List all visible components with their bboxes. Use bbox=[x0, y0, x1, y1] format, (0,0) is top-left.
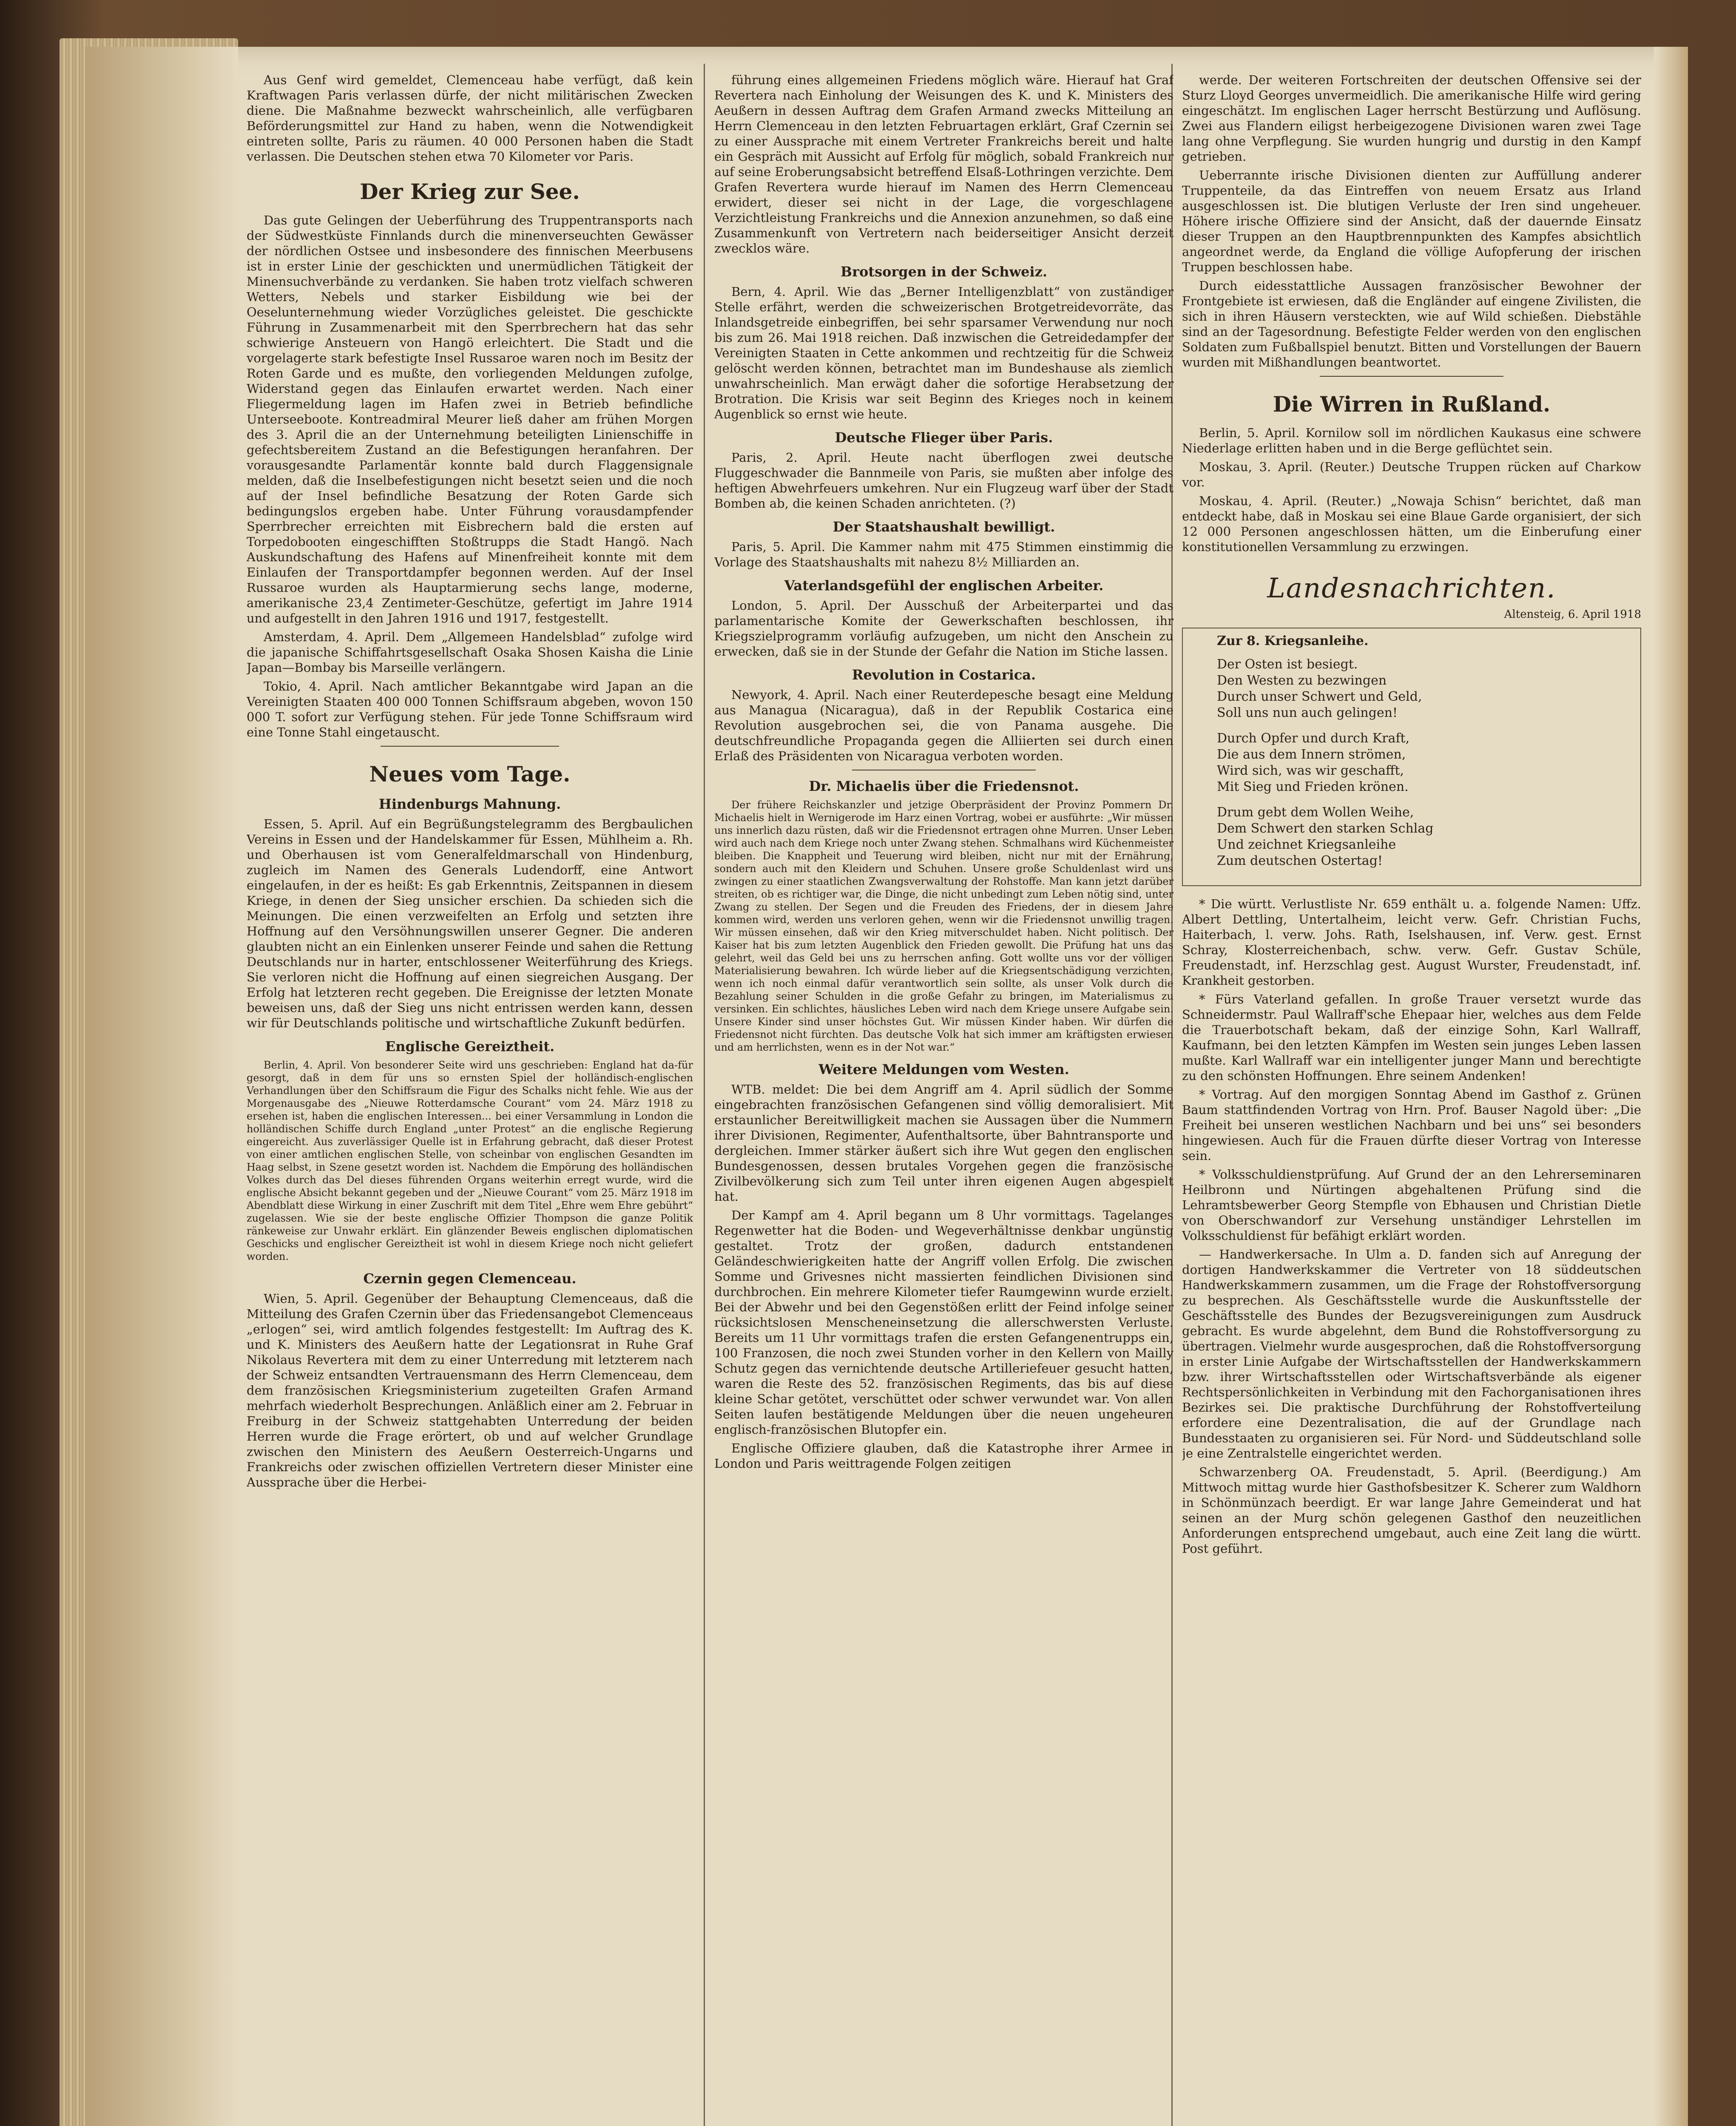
page-gutter bbox=[85, 47, 238, 2126]
article-vortrag: * Vortrag. Auf den morgigen Sonntag Abend im Gasthof z. Grünen Baum stattfindenden Vortrag von Hrn. Prof. Bauser Nagold über: „Die Freiheit bei unseren westlichen Nachbarn und bei uns“ sei besonders hingewiesen. Auch für die Frauen dürfte dieser Vortrag von Interesse sein. bbox=[1182, 1087, 1641, 1163]
article-amsterdam: Amsterdam, 4. April. Dem „Allgemeen Handelsblad“ zufolge wird die japanische Schiffahrtsgesellschaft Osaka Shosen Kaisha die Linie Japan—Bombay bis Marseille verlängern. bbox=[247, 630, 693, 675]
column-3 bbox=[1182, 72, 1641, 2126]
poem-line: Durch unser Schwert und Geld, bbox=[1217, 689, 1422, 704]
article-moskau-3: Moskau, 3. April. (Reuter.) Deutsche Truppen rücken auf Charkow vor. bbox=[1182, 460, 1641, 489]
article-vaterland-gefallen: * Fürs Vaterland gefallen. In große Trauer versetzt wurde das Schneidermstr. Paul Wallraff'sche Ehepaar hier, welches aus dem Felde die Trauerbotschaft bekam, daß der einzige Sohn, Karl Wallraff, Kaufmann, bei den letzten Kämpfen im Westen sein junges Leben lassen mußte. Karl Wallraff war ein intelligenter junger Mann und berechtigte zu den schönsten Hoffnungen. Ehre seinem Andenken! bbox=[1182, 992, 1641, 1083]
article-westen-continued: werde. Der weiteren Fortschreiten der deutschen Offensive sei der Sturz Lloyd Georges unvermeidlich. Die amerikanische Hilfe wird gering eingeschätzt. Im englischen Lager herrscht Bestürzung und Auflösung. Zwei aus Flandern eiligst herbeigezogene Divisionen waren zwei Tage lang ohne Verpflegung. Sie wurden hungrig und durstig in den Kampf getrieben. bbox=[1182, 73, 1641, 164]
poem-kriegsanleihe bbox=[1182, 628, 1641, 886]
article-volksschuldienst: * Volksschuldienstprüfung. Auf Grund der an den Lehrerseminaren Heilbronn und Nürtingen abgehaltenen Prüfung sind die Lehramtsbewerber Georg Stempfle von Ebhausen und Christian Dietle von Oberschwandorf zur Versehung unständiger Lehrstellen im Volksschuldienst für befähigt erklärt worden. bbox=[1182, 1167, 1641, 1243]
headline-costarica: Revolution in Costarica. bbox=[852, 667, 1036, 683]
article-berlin-kornilow: Berlin, 5. April. Kornilow soll im nördlichen Kaukasus eine schwere Niederlage erlitten haben und in die Berge geflüchtet sein. bbox=[1182, 426, 1641, 455]
poem-title: Zur 8. Kriegsanleihe. bbox=[1217, 634, 1369, 648]
divider bbox=[381, 746, 559, 747]
article-offiziere: Englische Offiziere glauben, daß die Katastrophe ihrer Armee in London und Paris weittragende Folgen zeitigen bbox=[714, 1441, 1173, 1471]
article-tokio: Tokio, 4. April. Nach amtlicher Bekanntgabe wird Japan an die Vereinigten Staaten 400 000 Tonnen Schiffsraum abgeben, wovon 150 000 T. sofort zur Verfügung stehen. Für jede Tonne Schiffsraum wird eine Tonne Stahl eingetauscht. bbox=[247, 679, 693, 739]
article-moskau-4: Moskau, 4. April. (Reuter.) „Nowaja Schisn“ berichtet, daß man entdeckt habe, daß in Moskau sei eine Blaue Garde organisiert, der sich 12 000 Personen angeschlossen hätten, um die Einberufung einer konstitutionellen Versammlung zu erzwingen. bbox=[1182, 494, 1641, 554]
headline-vaterlandsgefuehl: Vaterlandsgefühl der englischen Arbeiter. bbox=[784, 577, 1104, 594]
poem-stanza bbox=[1217, 657, 1632, 721]
article-paris-kammer: Paris, 5. April. Die Kammer nahm mit 475 Stimmen einstimmig die Vorlage des Staatshaushalts mit nahezu 8½ Milliarden an. bbox=[714, 540, 1173, 569]
article-wtb: WTB. meldet: Die bei dem Angriff am 4. April südlich der Somme eingebrachten französischen Gefangenen sind völlig demoralisiert. Mit erstaunlicher Bereitwilligkeit machen sie Aussagen über die Nummern ihrer Divisionen, Regimenter, Aufenthaltsorte, über Bahntransporte und dergleichen. Immer stärker äußert sich ihre Wut gegen den englischen Bundesgenossen, dessen brutales Vorgehen gegen die französische Zivilbevölkerung sich zum Teil unter ihren eigenen Augen abgespielt hat. bbox=[714, 1082, 1173, 1204]
article-eidesstattlich: Durch eidesstattliche Aussagen französischer Bewohner der Frontgebiete ist erwiesen, daß die Engländer auf eingene Zivilisten, die sich in ihren Häusern versteckten, wie auf Wild schießen. Diebstähle sind an der Tagesordnung. Befestigte Felder werden von den englischen Soldaten zum Fußballspiel benutzt. Bitten und Vorstellungen der Bauern wurden mit Mißhandlungen beantwortet. bbox=[1182, 279, 1641, 369]
dateline-landes: Altensteig, 6. April 1918 bbox=[1504, 608, 1641, 621]
headline-czernin: Czernin gegen Clemenceau. bbox=[363, 1270, 577, 1287]
headline-michaelis: Dr. Michaelis über die Friedensnot. bbox=[809, 778, 1079, 794]
article-paris: Paris, 2. April. Heute nacht überflogen zwei deutsche Fluggeschwader die Bannmeile von Paris, sie mußten aber infolge des heftigen Abwehrfeuers umkehren. Nur ein Flugzeug warf über der Stadt Bomben ab, die keinen Schaden anrichteten. (?) bbox=[714, 450, 1173, 511]
article-newyork: Newyork, 4. April. Nach einer Reuterdepesche besagt eine Meldung aus Managua (Nicaragua), daß in der Republik Costarica eine Revolution ausgebrochen sei, die von Panama ausgehe. Die deutschfreundliche Propaganda gegen die Alliierten sei durch einen Erlaß des Präsidenten von Nicaragua verboten worden. bbox=[714, 688, 1173, 763]
headline-hindenburg: Hindenburgs Mahnung. bbox=[378, 796, 561, 812]
article-wien: Wien, 5. April. Gegenüber der Behauptung Clemenceaus, daß die Mitteilung des Grafen Czernin über das Friedensangebot Clemenceaus „erlogen“ sei, wird amtlich folgendes festgestellt: Im Auftrag des K. und K. Ministers des Aeußern hatte der Legationsrat in Ruhe Graf Nikolaus Revertera mit dem zu einer Unterredung mit letzterem nach der Schweiz entsandten Vertrauensmann des Herrn Clemenceau, dem dem französischen Kriegsministerium zugeteilten Grafen Armand mehrfach wiederholt Besprechungen. Anläßlich einer am 2. Februar in Freiburg in der Schweiz stattgehabten Unterredung der beiden Herren wurde die Frage erörtert, ob und auf welcher Grundlage zwischen den Ministern des Aeußern Oesterreich-Ungarns und Frankreichs oder zwischen offiziellen Vertretern dieser Minister eine Aussprache über die Herbei- bbox=[247, 1291, 693, 1489]
column-2 bbox=[714, 72, 1173, 2126]
article-iren: Ueberrannte irische Divisionen dienten zur Auffüllung anderer Truppenteile, da das Eintreffen von neuem Ersatz aus Irland ausgeschlossen ist. Die blutigen Verluste der Iren sind ungeheuer. Höhere irische Offiziere sind der Ansicht, daß der dauernde Einsatz dieser Truppen an den Hauptbrennpunkten des Kampfes absichtlich angeordnet werde, da England die völlige Aufopferung der irischen Truppen beschlossen habe. bbox=[1182, 168, 1641, 274]
poem-line: Den Westen zu bezwingen bbox=[1217, 673, 1387, 688]
article-genf: Aus Genf wird gemeldet, Clemenceau habe verfügt, daß kein Kraftwagen Paris verlassen dürfe, der nicht militärischen Zwecken diene. Die Maßnahme bezweckt wahrscheinlich, alle verfügbaren Beförderungsmittel zur Hand zu haben, wenn die Notwendigkeit eintreten sollte, Paris zu räumen. 40 000 Personen haben die Stadt verlassen. Die Deutschen stehen etwa 70 Kilometer vor Paris. bbox=[247, 73, 693, 164]
column-1 bbox=[247, 72, 693, 2126]
article-verlustliste: * Die württ. Verlustliste Nr. 659 enthält u. a. folgende Namen: Uffz. Albert Dettling, Untertalheim, leicht verw. Gefr. Christian Fuchs, Haiterbach, l. verw. Johs. Rath, Iselshausen, inf. Verw. gest. Ernst Schray, Klosterreichenbach, schw. verw. Gefr. Gustav Schüle, Freudenstadt, inf. Herzschlag gest. August Wurster, Freudenstadt, inf. Krankheit gestorben. bbox=[1182, 897, 1641, 988]
headline-flieger-paris: Deutsche Flieger über Paris. bbox=[835, 429, 1053, 446]
section-heading-landesnachrichten: Landesnachrichten. bbox=[1267, 573, 1556, 604]
poem-line: Soll uns nun auch gelingen! bbox=[1217, 705, 1398, 720]
poem-line: Zum deutschen Ostertag! bbox=[1217, 853, 1383, 868]
poem-line: Dem Schwert den starken Schlag bbox=[1217, 821, 1434, 836]
newspaper-page bbox=[85, 47, 1688, 2126]
headline-weitere-meldungen: Weitere Meldungen vom Westen. bbox=[818, 1061, 1069, 1077]
section-heading-neues-vom-tage: Neues vom Tage. bbox=[369, 762, 571, 787]
poem-line: Und zeichnet Kriegsanleihe bbox=[1217, 837, 1396, 852]
article-berlin-england: Berlin, 4. April. Von besonderer Seite wird uns geschrieben: England hat da-für gesorgt, daß in dem für uns so ernsten Spiel der holländisch-englischen Verhandlungen über den Schiffsraum die Figur des Schalks nicht fehle. Wie aus der Morgenausgabe des „Nieuwe Rotterdamsche Courant“ vom 24. März 1918 zu ersehen ist, haben die englischen Interessen... bei einer Versammlung in London die holländischen Schiffe durch England „unter Protest“ an die englische Regierung eingereicht. Aus zuverlässiger Quelle ist in Erfahrung gebracht, daß dieser Protest von einer amtlichen englischen Stelle, von scheinbar von englischen Gesandten im Haag selbst, in Szene gesetzt worden ist. Nachdem die Empörung des holländischen Volkes durch das Del dieses führenden Organs weiterhin erregt wurde, wird die englische Absicht bekannt gegeben und der „Nieuwe Courant“ vom 25. März 1918 im Abendblatt diese Wirkung in einer Zuschrift mit dem Titel „Ehre wem Ehre gebührt“ zugelassen. Wie sie der beste englische Offizier Thompson die ganze Politik ränkeweise zur Unwahr erklärt. Ein glänzender Beweis englischen diplomatischen Geschicks und englischer Gereiztheit ist wohl in diesem Kriege noch nicht geliefert worden. bbox=[247, 1059, 693, 1262]
article-bern: Bern, 4. April. Wie das „Berner Intelligenzblatt“ von zuständiger Stelle erfährt, werden die schweizerischen Brotgetreidevorräte, das Inlandsgetreide einbegriffen, bei sehr sparsamer Verwendung nur noch bis zum 26. Mai 1918 reichen. Daß inzwischen die Getreidedampfer der Vereinigten Staaten in Cette ankommen und rechtzeitig für die Schweiz gelöscht werden können, betrachtet man im Bundeshause als ziemlich unwahrscheinlich. Man erwägt daher die sofortige Herabsetzung der Brotration. Die Krisis war seit Beginn des Krieges noch in keinem Augenblick so ernst wie heute. bbox=[714, 284, 1173, 421]
poem-stanza bbox=[1217, 804, 1632, 869]
article-handwerkersache: — Handwerkersache. In Ulm a. D. fanden sich auf Anregung der dortigen Handwerkskammer die Vertreter von 18 süddeutschen Handwerkskammern zusammen, um die Frage der Rohstoffversorgung zu besprechen. Als Geschäftsstelle wurde die Auskunftsstelle der Geschäftsstelle des Bundes der Bezugsvereinigungen zum Ausdruck gebracht. Es wurde abgelehnt, dem Bund die Rohstoffversorgung zu übertragen. Vielmehr wurde ausgesprochen, daß die Rohstoffversorgung in erster Linie Aufgabe der Wirtschaftsstellen der Handwerkskammern bzw. ihrer Wirtschaftsstellen oder Wirtschaftsverbände als eigener Rechtspersönlichkeiten in Verbindung mit den Fachorganisationen ihres Bezirkes sei. Die praktische Durchführung der Rohstoffverteilung erfordere eine Dezentralisation, die auf der Grundlage nach Bundesstaaten zu organisieren sei. Für Nord- und Süddeutschland solle je eine Zentralstelle eingerichtet werden. bbox=[1182, 1247, 1641, 1461]
article-michaelis: Der frühere Reichskanzler und jetzige Oberpräsident der Provinz Pommern Dr. Michaelis hielt in Wernigerode im Harz einen Vortrag, wobei er ausführte: „Wir müssen uns innerlich dazu rüsten, daß wir die Friedensnot ertragen ohne Murren. Unser Leben wird auch nach dem Kriege noch unter Zwang stehen. Schmalhans wird Küchenmeister bleiben. Die Knappheit und Teuerung wird bleiben, nicht nur mit der Ernährung, sondern auch mit den Kleidern und Schuhen. Unsere große Schuldenlast wird uns zwingen zu einer staatlichen Zwangsverwaltung der Rohstoffe. Man kann jetzt darüber streiten, ob es richtiger war, die Dinge, die nicht unbedingt zum Leben nötig sind, unter Zwang zu stellen. Der Segen und die Freuden des Friedens, der in diesem Jahre kommen wird, werden uns verloren gehen, wenn wir die Friedensnot unwillig tragen. Wir müssen einsehen, daß wir den Krieg mitverschuldet haben. Nicht politisch. Der Kaiser hat bis zum letzten Augenblick den Frieden gewollt. Die Prüfung hat uns das gelehrt, weil das Geld bei uns zu herrschen anfing. Gott wollte uns vor der völligen Materialisierung bewahren. Ich würde lieber auf die Kriegsentschädigung verzichten, wenn ich noch einmal dafür verantwortlich sein sollte, als unser Volk durch die Bezahlung seiner Schulden in die große Gefahr zu bringen, im Materialismus zu versinken. Ein schlichtes, häusliches Leben wird nach dem Kriege unsere Aufgabe sein. Unsere Kinder sind unser höchstes Gut. Wir müssen Kinder haben. Wir dürfen die Friedensnot nicht fürchten. Das deutsche Volk hat sich immer am kräftigsten erwiesen und am herrlichsten, wenn es in der Not war.“ bbox=[714, 799, 1173, 1053]
page-right-edge bbox=[1654, 47, 1688, 2126]
headline-englische-gereiztheit: Englische Gereiztheit. bbox=[385, 1038, 555, 1054]
article-krieg-zur-see: Das gute Gelingen der Ueberführung des Truppentransports nach der Südwestküste Finnlands durch die minenverseuchten Gewässer der nördlichen Ostsee und insbesondere des finnischen Meerbusens ist in erster Linie der geschickten und unermüdlichen Tätigkeit der Minensuchverbände zu verdanken. Sie haben trotz vielfach schweren Wetters, Nebels und starker Eisbildung wie bei der Oeselunternehmung wieder Vorzügliches geleistet. Die geschickte Führung in Zusammenarbeit mit den Sperrbrechern hat das sehr schwierige Ansteuern von Hangö erleichtert. Die Stadt und die vorgelagerte stark befestigte Insel Russaroe waren noch im Besitz der Roten Garde und es mußte, den vorliegenden Meldungen zufolge, Widerstand gegen das Einlaufen erwartet werden. Nach einer Fliegermeldung lagen im Hafen zwei in Betrieb befindliche Unterseeboote. Kontreadmiral Meurer ließ daher am frühen Morgen des 3. April die an der Unternehmung beteiligten Linienschiffe in gefechtsbereitem Zustand an die Befestigungen heranfahren. Der vorausgesandte Parlamentär konnte bald durch Flaggensignale melden, daß die Inselbefestigungen nicht besetzt seien und die noch auf der Insel befindliche Besatzung der Roten Garde sich bedingungslos ergeben habe. Unter Führung vorausdampfender Sperrbrecher erreichten mit Eisbrechern bald die ersten auf Torpedobooten eingeschifften Stoßtrupps die Stadt Hangö. Nach Auskundschaftung des Hafens auf Minenfreiheit konnte mit dem Einlaufen der Transportdampfer begonnen werden. Auf der Insel Russaroe wurden als Hauptarmierung sechs lange, moderne, amerikanische 23,4 Zentimeter-Geschütze, gefertigt im Jahre 1914 und aufgestellt in den Jahren 1916 und 1917, festgestellt. bbox=[247, 213, 693, 625]
article-london: London, 5. April. Der Ausschuß der Arbeiterpartei und das parlamentarische Komite der Gewerkschaften beschlossen, ihr Kriegszielprogramm vorläufig aufzugeben, um nicht den Anschein zu erwecken, daß sie in der Stunde der Gefahr die Nation im Stiche lassen. bbox=[714, 598, 1173, 659]
poem-stanza bbox=[1217, 730, 1632, 795]
headline-staatshaushalt: Der Staatshaushalt bewilligt. bbox=[832, 519, 1055, 535]
poem-line: Wird sich, was wir geschafft, bbox=[1217, 763, 1404, 778]
column-rule bbox=[704, 64, 705, 2126]
poem-line: Der Osten ist besiegt. bbox=[1217, 657, 1358, 672]
poem-line: Drum gebt dem Wollen Weihe, bbox=[1217, 805, 1414, 820]
section-heading-krieg-zur-see: Der Krieg zur See. bbox=[360, 179, 580, 204]
article-kampf: Der Kampf am 4. April begann um 8 Uhr vormittags. Tagelanges Regenwetter hat die Boden- und Wegeverhältnisse denkbar ungünstig gestaltet. Trotz der großen, dadurch entstandenen Geländeschwierigkeiten hatte der Angriff vollen Erfolg. Die zwischen Somme und Grivesnes nicht massierten feindlichen Divisionen sind durchbrochen. Ein mehrere Kilometer tiefer Raumgewinn wurde erzielt. Bei der Abwehr und bei den Gegenstößen erlitt der Feind infolge seiner rücksichtslosen Menscheneinsetzung die allerschwersten Verluste. Bereits um 11 Uhr vormittags trafen die ersten Gefangenentrupps ein, 100 Franzosen, die noch zwei Stunden vorher in den Kellern von Mailly Schutz gegen das vernichtende deutsche Artilleriefeuer gesucht hatten, waren die Reste des 52. französischen Regiments, das bis auf diese kleine Schar getötet, verschüttet oder schwer verwundet war. Von allen Seiten laufen bestätigende Meldungen über die neuen ungeheuren englisch-französischen Blutopfer ein. bbox=[714, 1208, 1173, 1437]
poem-line: Die aus dem Innern strömen, bbox=[1217, 747, 1406, 762]
article-essen: Essen, 5. April. Auf ein Begrüßungstelegramm des Bergbaulichen Vereins in Essen und der Handelskammer für Essen, Mühlheim a. Rh. und Oberhausen ist vom Generalfeldmarschall von Hindenburg, zugleich im Namen des Generals Ludendorff, eine Antwort eingelaufen, in der es heißt: Es gab Erkenntnis, Zeitspannen in diesem Kriege, in denen der Sieg unsicher erschien. Da schieden sich die Meinungen. Die einen verzweifelten an Erfolg und setzten ihre Hoffnung auf den Versöhnungswillen unserer Gegner. Die anderen glaubten nicht an ein Einlenken unserer Feinde und sahen die Rettung Deutschlands nur in harter, entschlossener Weiterführung des Kriegs. Sie verloren nicht die Hoffnung auf einen siegreichen Ausgang. Der Erfolg hat letzteren recht gegeben. Die Ereignisse der letzten Monate beweisen uns, daß der Sieg uns nicht entrissen werden kann, dessen wir für Deutschlands politische und wirtschaftliche Zukunft bedürfen. bbox=[247, 817, 693, 1030]
article-schwarzenberg: Schwarzenberg OA. Freudenstadt, 5. April. (Beerdigung.) Am Mittwoch mittag wurde hier Gasthofsbesitzer K. Scherer zum Waldhorn in Schönmünzach beerdigt. Er war lange Jahre Gemeinderat und hat seinen an der Murg schön gelegenen Gasthof den neuzeitlichen Anforderungen entsprechend umgebaut, auch eine Zeit lang die württ. Post geführt. bbox=[1182, 1465, 1641, 1556]
article-wien-continued: führung eines allgemeinen Friedens möglich wäre. Hierauf hat Graf Revertera nach Einholung der Weisungen des K. und K. Ministers des Aeußern in dessen Auftrag dem Grafen Armand zwecks Mitteilung an Herrn Clemenceau in den letzten Februartagen erklärt, Graf Czernin sei zu einer Aussprache mit einem Vertreter Frankreichs bereit und halte ein Gespräch mit Aussicht auf Erfolg für möglich, sobald Frankreich nur auf seine Eroberungsabsicht betreffend Elsaß-Lothringen verzichte. Dem Grafen Revertera wurde hierauf im Namen des Herrn Clemenceau erwidert, dieser sei nicht in der Lage, die vorgeschlagene Verzichtleistung Frankreichs und die Annexion anzunehmen, so daß eine Zusammenkunft von Vertretern nach beiderseitiger Ansicht derzeit zwecklos wäre. bbox=[714, 73, 1173, 256]
poem-line: Mit Sieg und Frieden krönen. bbox=[1217, 779, 1409, 794]
divider bbox=[1320, 376, 1503, 377]
poem-line: Durch Opfer und durch Kraft, bbox=[1217, 731, 1410, 746]
headline-brotsorgen: Brotsorgen in der Schweiz. bbox=[841, 264, 1047, 280]
section-heading-wirren-russland: Die Wirren in Rußland. bbox=[1273, 392, 1551, 417]
